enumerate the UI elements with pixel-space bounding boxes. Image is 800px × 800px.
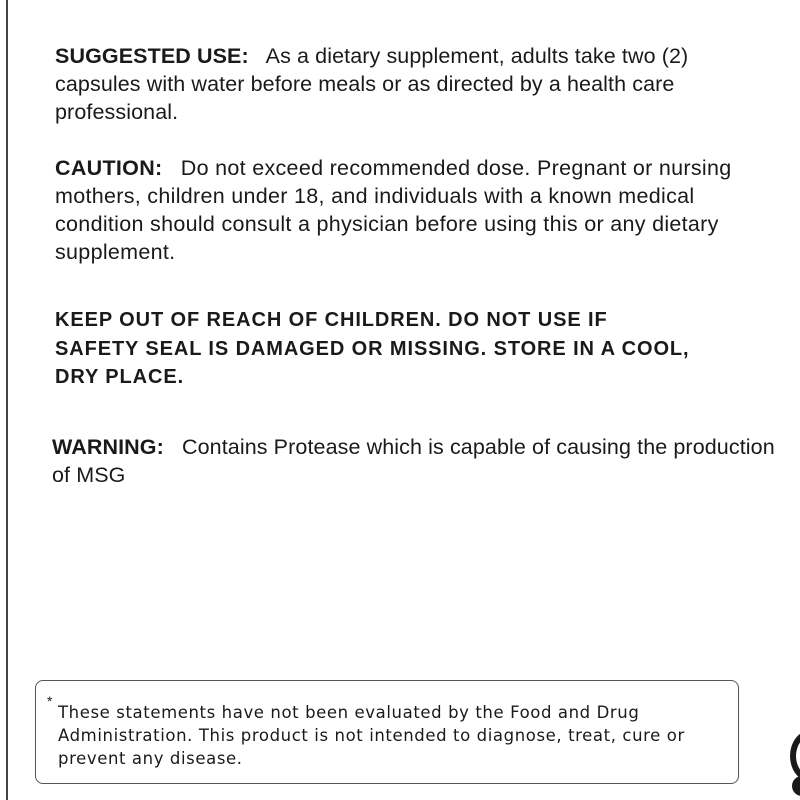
suggested-use-heading: SUGGESTED USE: (55, 44, 249, 68)
fda-asterisk: * (47, 693, 53, 709)
fda-disclaimer-text: These statements have not been evaluated by the Food and Drug Administration. This product is not intended to diagnose, treat, cure or prevent any disease. (58, 703, 685, 768)
caution-heading: CAUTION: (55, 156, 163, 180)
warning-heading: WARNING: (52, 435, 164, 459)
keep-out-notice: KEEP OUT OF REACH OF CHILDREN. DO NOT USE IF SAFETY SEAL IS DAMAGED OR MISSING. STORE IN A COOL, DRY PLACE. (55, 309, 690, 388)
caution-text: Do not exceed recommended dose. Pregnant or nursing mothers, children under 18, and individuals with a known medical condition should consult a physician before using this or any dietary supplement. (55, 156, 732, 264)
fda-disclaimer-box (35, 680, 739, 784)
suggested-use-section (55, 42, 775, 126)
suggested-use-text: As a dietary supplement, adults take two (2) capsules with water before meals or as directed by a health care professional. (55, 44, 689, 124)
caution-section (55, 154, 785, 266)
warning-section (52, 433, 792, 489)
warning-text: Contains Protease which is capable of causing the production of MSG (52, 435, 775, 487)
